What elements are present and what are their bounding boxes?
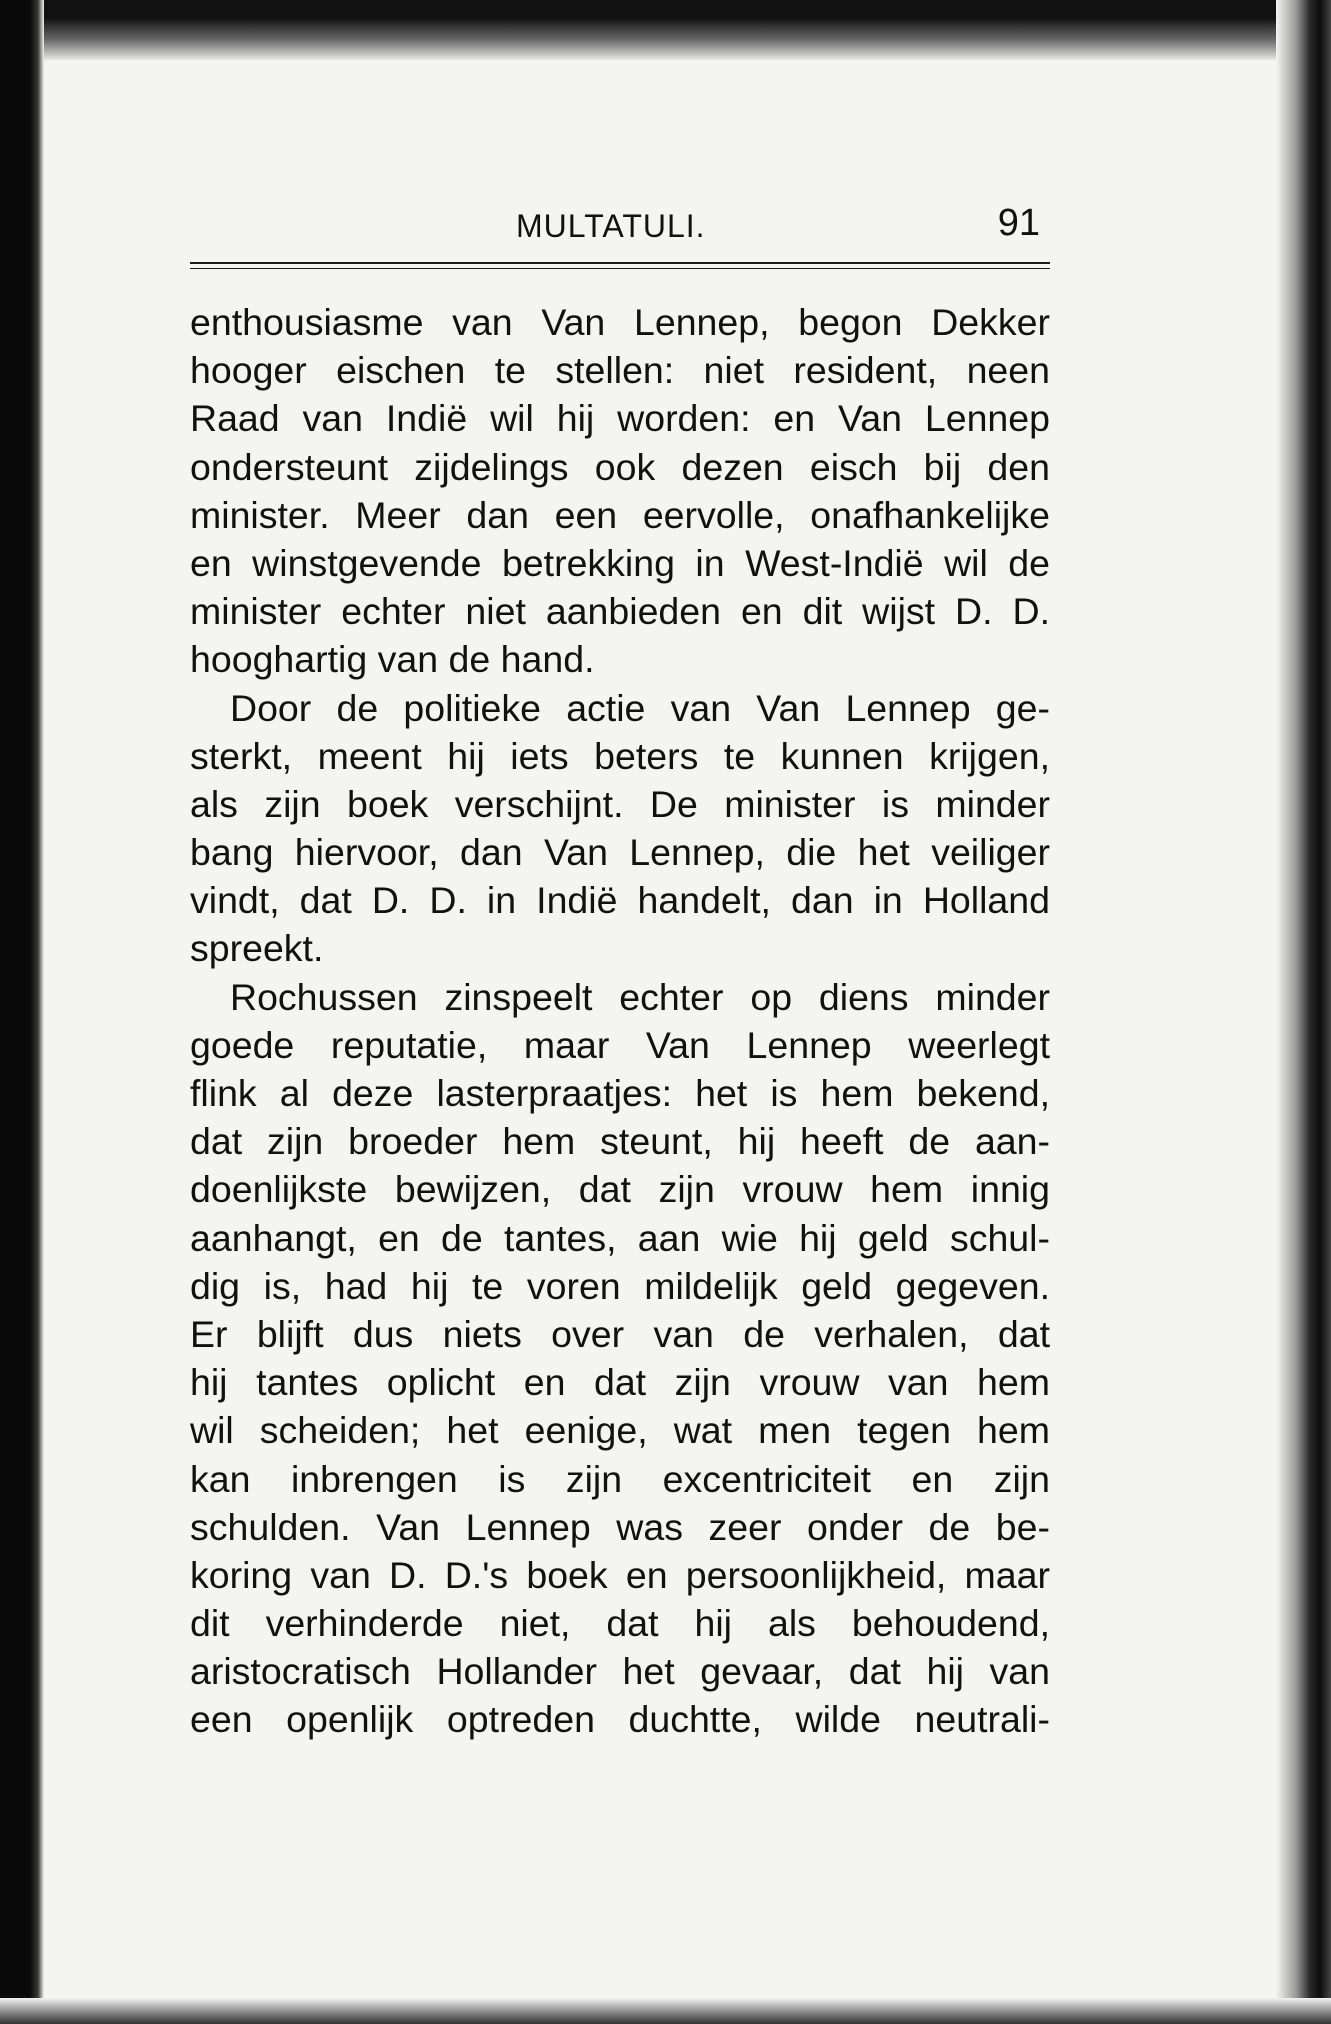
text-line: wil scheiden; het eenige, wat men tegen hem bbox=[190, 1409, 1050, 1452]
text-line: Door de politieke actie van Van Lennep ge- bbox=[230, 686, 1050, 729]
text-line: kan inbrengen is zijn excentriciteit en zijn bbox=[190, 1457, 1050, 1500]
text-line: enthousiasme van Van Lennep, begon Dekker bbox=[190, 301, 1050, 343]
text-line: dit verhinderde niet, dat hij als behoudend, bbox=[190, 1602, 1050, 1645]
text-line: aristocratisch Hollander het gevaar, dat hij van bbox=[190, 1650, 1050, 1693]
text-line: hooger eischen te stellen: niet resident, neen bbox=[190, 349, 1050, 392]
text-line: sterkt, meent hij iets beters te kunnen krijgen, bbox=[190, 734, 1050, 777]
text-line: aanhangt, en de tantes, aan wie hij geld schul- bbox=[190, 1216, 1050, 1259]
body-text bbox=[190, 298, 1050, 1744]
text-line: en winstgevende betrekking in West-Indië wil de bbox=[190, 541, 1050, 584]
text-line: spreekt. bbox=[190, 927, 324, 970]
scan-edge-left bbox=[0, 0, 44, 2024]
text-line: Er blijft dus niets over van de verhalen, dat bbox=[190, 1312, 1050, 1355]
text-line: bang hiervoor, dan Van Lennep, die het veiliger bbox=[190, 831, 1050, 874]
text-line: ondersteunt zijdelings ook dezen eisch bij den bbox=[190, 445, 1050, 488]
text-line: goede reputatie, maar Van Lennep weerlegt bbox=[190, 1023, 1050, 1066]
text-line: flink al deze lasterpraatjes: het is hem bekend, bbox=[190, 1072, 1050, 1114]
running-title: MULTATULI. bbox=[516, 208, 706, 244]
scan-edge-top bbox=[0, 0, 1331, 60]
text-line: minister echter niet aanbieden en dit wijst D. D. bbox=[190, 590, 1050, 633]
text-line: vindt, dat D. D. in Indië handelt, dan in Holland bbox=[190, 879, 1050, 922]
text-line: een openlijk optreden duchtte, wilde neutrali- bbox=[190, 1698, 1050, 1741]
scan-edge-right bbox=[1276, 0, 1331, 2024]
text-line: hooghartig van de hand. bbox=[190, 638, 595, 681]
header-rule bbox=[190, 262, 1050, 269]
text-line: koring van D. D.'s boek en persoonlijkheid, maar bbox=[190, 1553, 1050, 1596]
book-page bbox=[190, 190, 1050, 1890]
text-line: schulden. Van Lennep was zeer onder de be- bbox=[190, 1505, 1050, 1548]
text-line: als zijn boek verschijnt. De minister is minder bbox=[190, 782, 1050, 825]
text-line: hij tantes oplicht en dat zijn vrouw van hem bbox=[190, 1361, 1050, 1404]
text-line: dat zijn broeder hem steunt, hij heeft de aan- bbox=[190, 1120, 1050, 1163]
page-number: 91 bbox=[997, 202, 1040, 244]
text-line: doenlijkste bewijzen, dat zijn vrouw hem innig bbox=[190, 1168, 1050, 1211]
text-line: minister. Meer dan een eervolle, onafhankelijke bbox=[190, 493, 1050, 536]
text-line: dig is, had hij te voren mildelijk geld gegeven. bbox=[190, 1264, 1050, 1307]
scan-edge-bottom bbox=[0, 1998, 1331, 2024]
running-head bbox=[190, 190, 1050, 250]
text-line: Rochussen zinspeelt echter op diens minder bbox=[230, 975, 1050, 1018]
text-line: Raad van Indië wil hij worden: en Van Lennep bbox=[190, 397, 1050, 440]
